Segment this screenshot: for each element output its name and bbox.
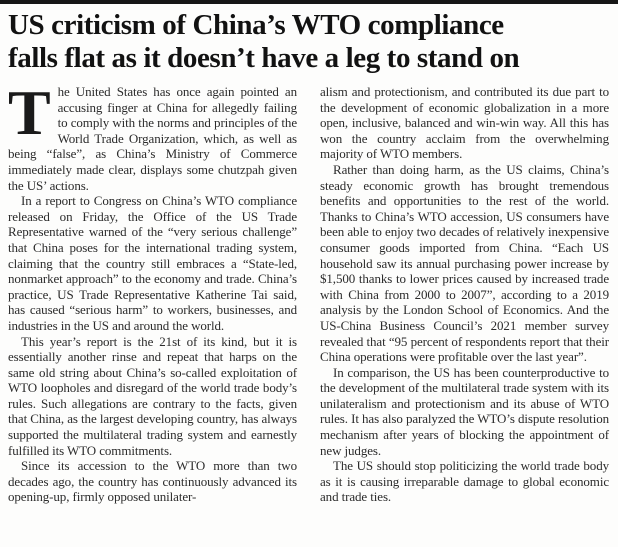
dropcap-letter: T [8,84,51,148]
article-body [0,84,618,538]
paragraph: Since its accession to the WTO more than two decades ago, the country has continuously advanced its opening-up, firmly opposed unilater- [8,458,297,505]
paragraph: Rather than doing harm, as the US claims, China’s steady economic growth has brought tremendous benefits and opportunities to the rest of the world. Thanks to China’s WTO accession, US consumers have been able to enjoy two decades of relatively inexpensive consumer goods imported from China. “Each US household saw its annual purchasing power increase by $1,500 thanks to lower prices caused by increased trade with China from 2000 to 2007”, according to a 2019 analysis by the London School of Economics. And the US-China Business Council’s 2021 member survey revealed that “95 percent of respondents report that their China operations were profitable over the last year”. [320,161,609,365]
paragraph-text: he United States has once again pointed an accusing finger at China for allegedly failing to comply with the norms and principles of the World Trade Organization, which, as well as being “false”, as China’s Ministry of Commerce immediately made clear, displays some chutzpah given the US’ actions. [8,84,297,193]
headline-line-1: US criticism of China’s WTO compliance [8,9,504,41]
article-headline [8,9,610,75]
right-column [320,84,609,538]
paragraph: In a report to Congress on China’s WTO compliance released on Friday, the Office of the US Trade Representative warned of the “very serious challenge” that China poses for the international trading system, claiming that the country still embraces a “State-led, nonmarket approach” to the economy and trade. China’s practice, US Trade Representative Katherine Tai said, has caused “serious harm” to workers, businesses, and industries in the US and around the world. [8,193,297,333]
top-rule-divider [0,0,618,4]
paragraph: In comparison, the US has been counterproductive to the development of the multilateral trade system with its unilateralism and protectionism and its abuse of WTO rules. It has also paralyzed the WTO’s dispute resolution mechanism after years of blocking the appointment of new judges. [320,364,609,458]
paragraph: The US should stop politicizing the world trade body as it is causing irreparable damage to global economic and trade ties. [320,458,609,505]
paragraph-lead [8,84,297,193]
paragraph-continuation: alism and protectionism, and contributed its due part to the development of economic globalization in a more open, inclusive, balanced and win-win way. All this has won the country acclaim from the overwhelming majority of WTO members. [320,84,609,162]
paragraph: This year’s report is the 21st of its kind, but it is essentially another rinse and repeat that harps on the same old string about China’s so-called exploitation of WTO loopholes and disregard of the world trade body’s rules. Such allegations are contrary to the facts, given that China, as the largest developing country, has always supported the multilateral trading system and earnestly fulfilled its WTO commitments. [8,333,297,458]
left-column [8,84,297,538]
headline-line-2: falls flat as it doesn’t have a leg to stand on [8,42,520,74]
